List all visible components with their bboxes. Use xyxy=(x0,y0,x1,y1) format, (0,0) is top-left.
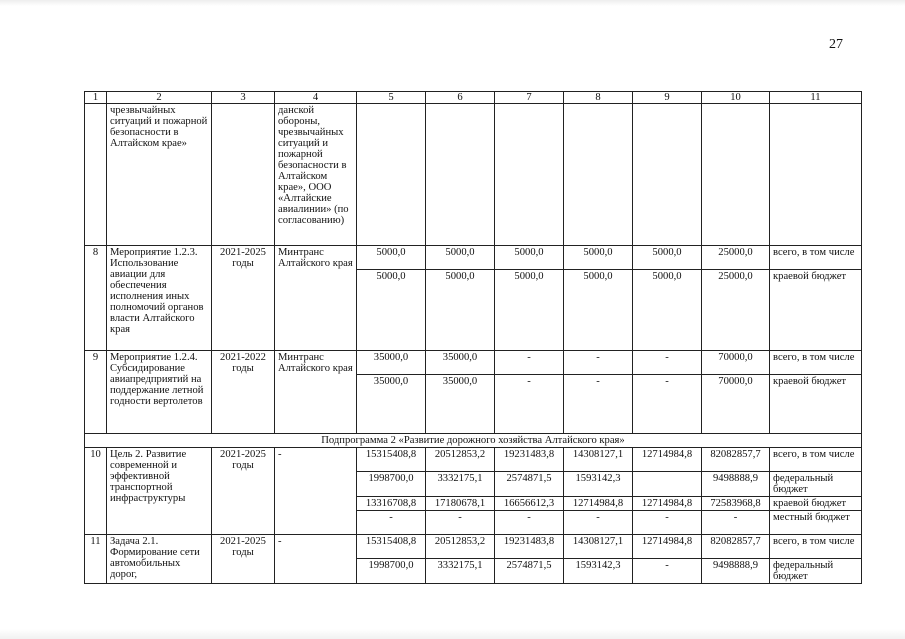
row-number: 8 xyxy=(85,246,107,351)
page-number: 27 xyxy=(829,37,843,52)
period: 2021-2025 годы xyxy=(212,246,275,351)
funding-source: краевой бюджет xyxy=(770,270,862,351)
subprogram-row xyxy=(85,434,862,448)
scan-edge-top xyxy=(0,0,905,6)
total-cell: 70000,0 xyxy=(702,351,770,375)
amount-cell: 2574871,5 xyxy=(495,472,564,497)
executor: - xyxy=(275,448,357,535)
table-row xyxy=(85,351,862,375)
row-number: 9 xyxy=(85,351,107,434)
period: 2021-2025 годы xyxy=(212,448,275,535)
amount-cell: 5000,0 xyxy=(426,270,495,351)
total-cell: 82082857,7 xyxy=(702,535,770,559)
funding-source: всего, в том числе xyxy=(770,535,862,559)
amount-cell: - xyxy=(495,375,564,434)
amount-cell: 1593142,3 xyxy=(564,472,633,497)
executor: данской обороны, чрезвычайных ситуаций и пожарной безопасности в Алтайском крае», ООО «Алтайские авиалинии» (по согласованию) xyxy=(275,104,357,246)
amount-cell: 1998700,0 xyxy=(357,472,426,497)
amount-cell: 3332175,1 xyxy=(426,559,495,584)
amount-cell: - xyxy=(495,351,564,375)
amount-cell: 17180678,1 xyxy=(426,497,495,511)
amount-cell: 5000,0 xyxy=(426,246,495,270)
task-name: Задача 2.1. Формирование сети автомобильных дорог, xyxy=(107,535,212,584)
amount-cell: 5000,0 xyxy=(357,270,426,351)
column-number: 11 xyxy=(770,92,862,104)
subprogram-title: Подпрограмма 2 «Развитие дорожного хозяйства Алтайского края» xyxy=(85,434,862,448)
table-row xyxy=(85,535,862,559)
amount-cell: 35000,0 xyxy=(357,351,426,375)
amount-cell: - xyxy=(633,559,702,584)
column-number: 8 xyxy=(564,92,633,104)
period: 2021-2022 годы xyxy=(212,351,275,434)
column-number: 2 xyxy=(107,92,212,104)
executor: Минтранс Алтайского края xyxy=(275,246,357,351)
column-number: 4 xyxy=(275,92,357,104)
scan-edge-bottom xyxy=(0,629,905,639)
amount-cell: 35000,0 xyxy=(357,375,426,434)
amount-cell: - xyxy=(564,351,633,375)
amount-cell: 19231483,8 xyxy=(495,535,564,559)
amount-cell: 20512853,2 xyxy=(426,535,495,559)
executor: - xyxy=(275,535,357,584)
column-number: 7 xyxy=(495,92,564,104)
amount-cell: 14308127,1 xyxy=(564,448,633,472)
total-cell: 9498888,9 xyxy=(702,472,770,497)
column-number: 6 xyxy=(426,92,495,104)
table-row-continuation xyxy=(85,104,862,246)
amount-cell: 1593142,3 xyxy=(564,559,633,584)
amount-cell: 12714984,8 xyxy=(633,535,702,559)
amount-cell: 5000,0 xyxy=(564,246,633,270)
total-cell: 25000,0 xyxy=(702,270,770,351)
amount-cell: 15315408,8 xyxy=(357,448,426,472)
goal-name: Цель 2. Развитие современной и эффективной транспортной инфраструктуры xyxy=(107,448,212,535)
amount-cell: 5000,0 xyxy=(495,270,564,351)
funding-source: краевой бюджет xyxy=(770,497,862,511)
amount-cell: 5000,0 xyxy=(633,270,702,351)
program-funding-table xyxy=(84,91,862,584)
column-number-row xyxy=(85,92,862,104)
total-cell: 9498888,9 xyxy=(702,559,770,584)
column-number: 5 xyxy=(357,92,426,104)
amount-cell: - xyxy=(495,511,564,535)
amount-cell: 35000,0 xyxy=(426,375,495,434)
total-cell: 25000,0 xyxy=(702,246,770,270)
amount-cell: 2574871,5 xyxy=(495,559,564,584)
amount-cell: 13316708,8 xyxy=(357,497,426,511)
amount-cell: 1998700,0 xyxy=(357,559,426,584)
measure-name: Мероприятие 1.2.3. Использование авиации для обеспечения исполнения иных полномочий органов власти Алтайского края xyxy=(107,246,212,351)
funding-source: всего, в том числе xyxy=(770,351,862,375)
funding-source: федеральный бюджет xyxy=(770,472,862,497)
amount-cell: 12714984,8 xyxy=(633,497,702,511)
funding-source: федеральный бюджет xyxy=(770,559,862,584)
total-cell: 72583968,8 xyxy=(702,497,770,511)
amount-cell: 35000,0 xyxy=(426,351,495,375)
amount-cell: 14308127,1 xyxy=(564,535,633,559)
amount-cell: 16656612,3 xyxy=(495,497,564,511)
column-number: 3 xyxy=(212,92,275,104)
amount-cell: - xyxy=(633,351,702,375)
measure-name: чрезвычайных ситуаций и пожарной безопасности в Алтайском крае» xyxy=(107,104,212,246)
amount-cell: 3332175,1 xyxy=(426,472,495,497)
amount-cell: 5000,0 xyxy=(495,246,564,270)
amount-cell: - xyxy=(564,511,633,535)
amount-cell: - xyxy=(357,511,426,535)
amount-cell: 5000,0 xyxy=(357,246,426,270)
total-cell: - xyxy=(702,511,770,535)
column-number: 1 xyxy=(85,92,107,104)
funding-source: всего, в том числе xyxy=(770,448,862,472)
amount-cell: 20512853,2 xyxy=(426,448,495,472)
table-row xyxy=(85,448,862,472)
amount-cell: 12714984,8 xyxy=(564,497,633,511)
total-cell: 70000,0 xyxy=(702,375,770,434)
funding-source: краевой бюджет xyxy=(770,375,862,434)
amount-cell: - xyxy=(426,511,495,535)
amount-cell: 5000,0 xyxy=(633,246,702,270)
row-number: 11 xyxy=(85,535,107,584)
amount-cell: 15315408,8 xyxy=(357,535,426,559)
amount-cell: 19231483,8 xyxy=(495,448,564,472)
row-number: 10 xyxy=(85,448,107,535)
amount-cell: 12714984,8 xyxy=(633,448,702,472)
amount-cell: - xyxy=(633,511,702,535)
executor: Минтранс Алтайского края xyxy=(275,351,357,434)
funding-source: всего, в том числе xyxy=(770,246,862,270)
table-row xyxy=(85,246,862,270)
funding-source: местный бюджет xyxy=(770,511,862,535)
total-cell: 82082857,7 xyxy=(702,448,770,472)
column-number: 10 xyxy=(702,92,770,104)
amount-cell: - xyxy=(564,375,633,434)
measure-name: Мероприятие 1.2.4. Субсидирование авиапредприятий на поддержание летной годности вертолетов xyxy=(107,351,212,434)
amount-cell: - xyxy=(633,375,702,434)
amount-cell: 5000,0 xyxy=(564,270,633,351)
column-number: 9 xyxy=(633,92,702,104)
period: 2021-2025 годы xyxy=(212,535,275,584)
amount-cell xyxy=(633,472,702,497)
